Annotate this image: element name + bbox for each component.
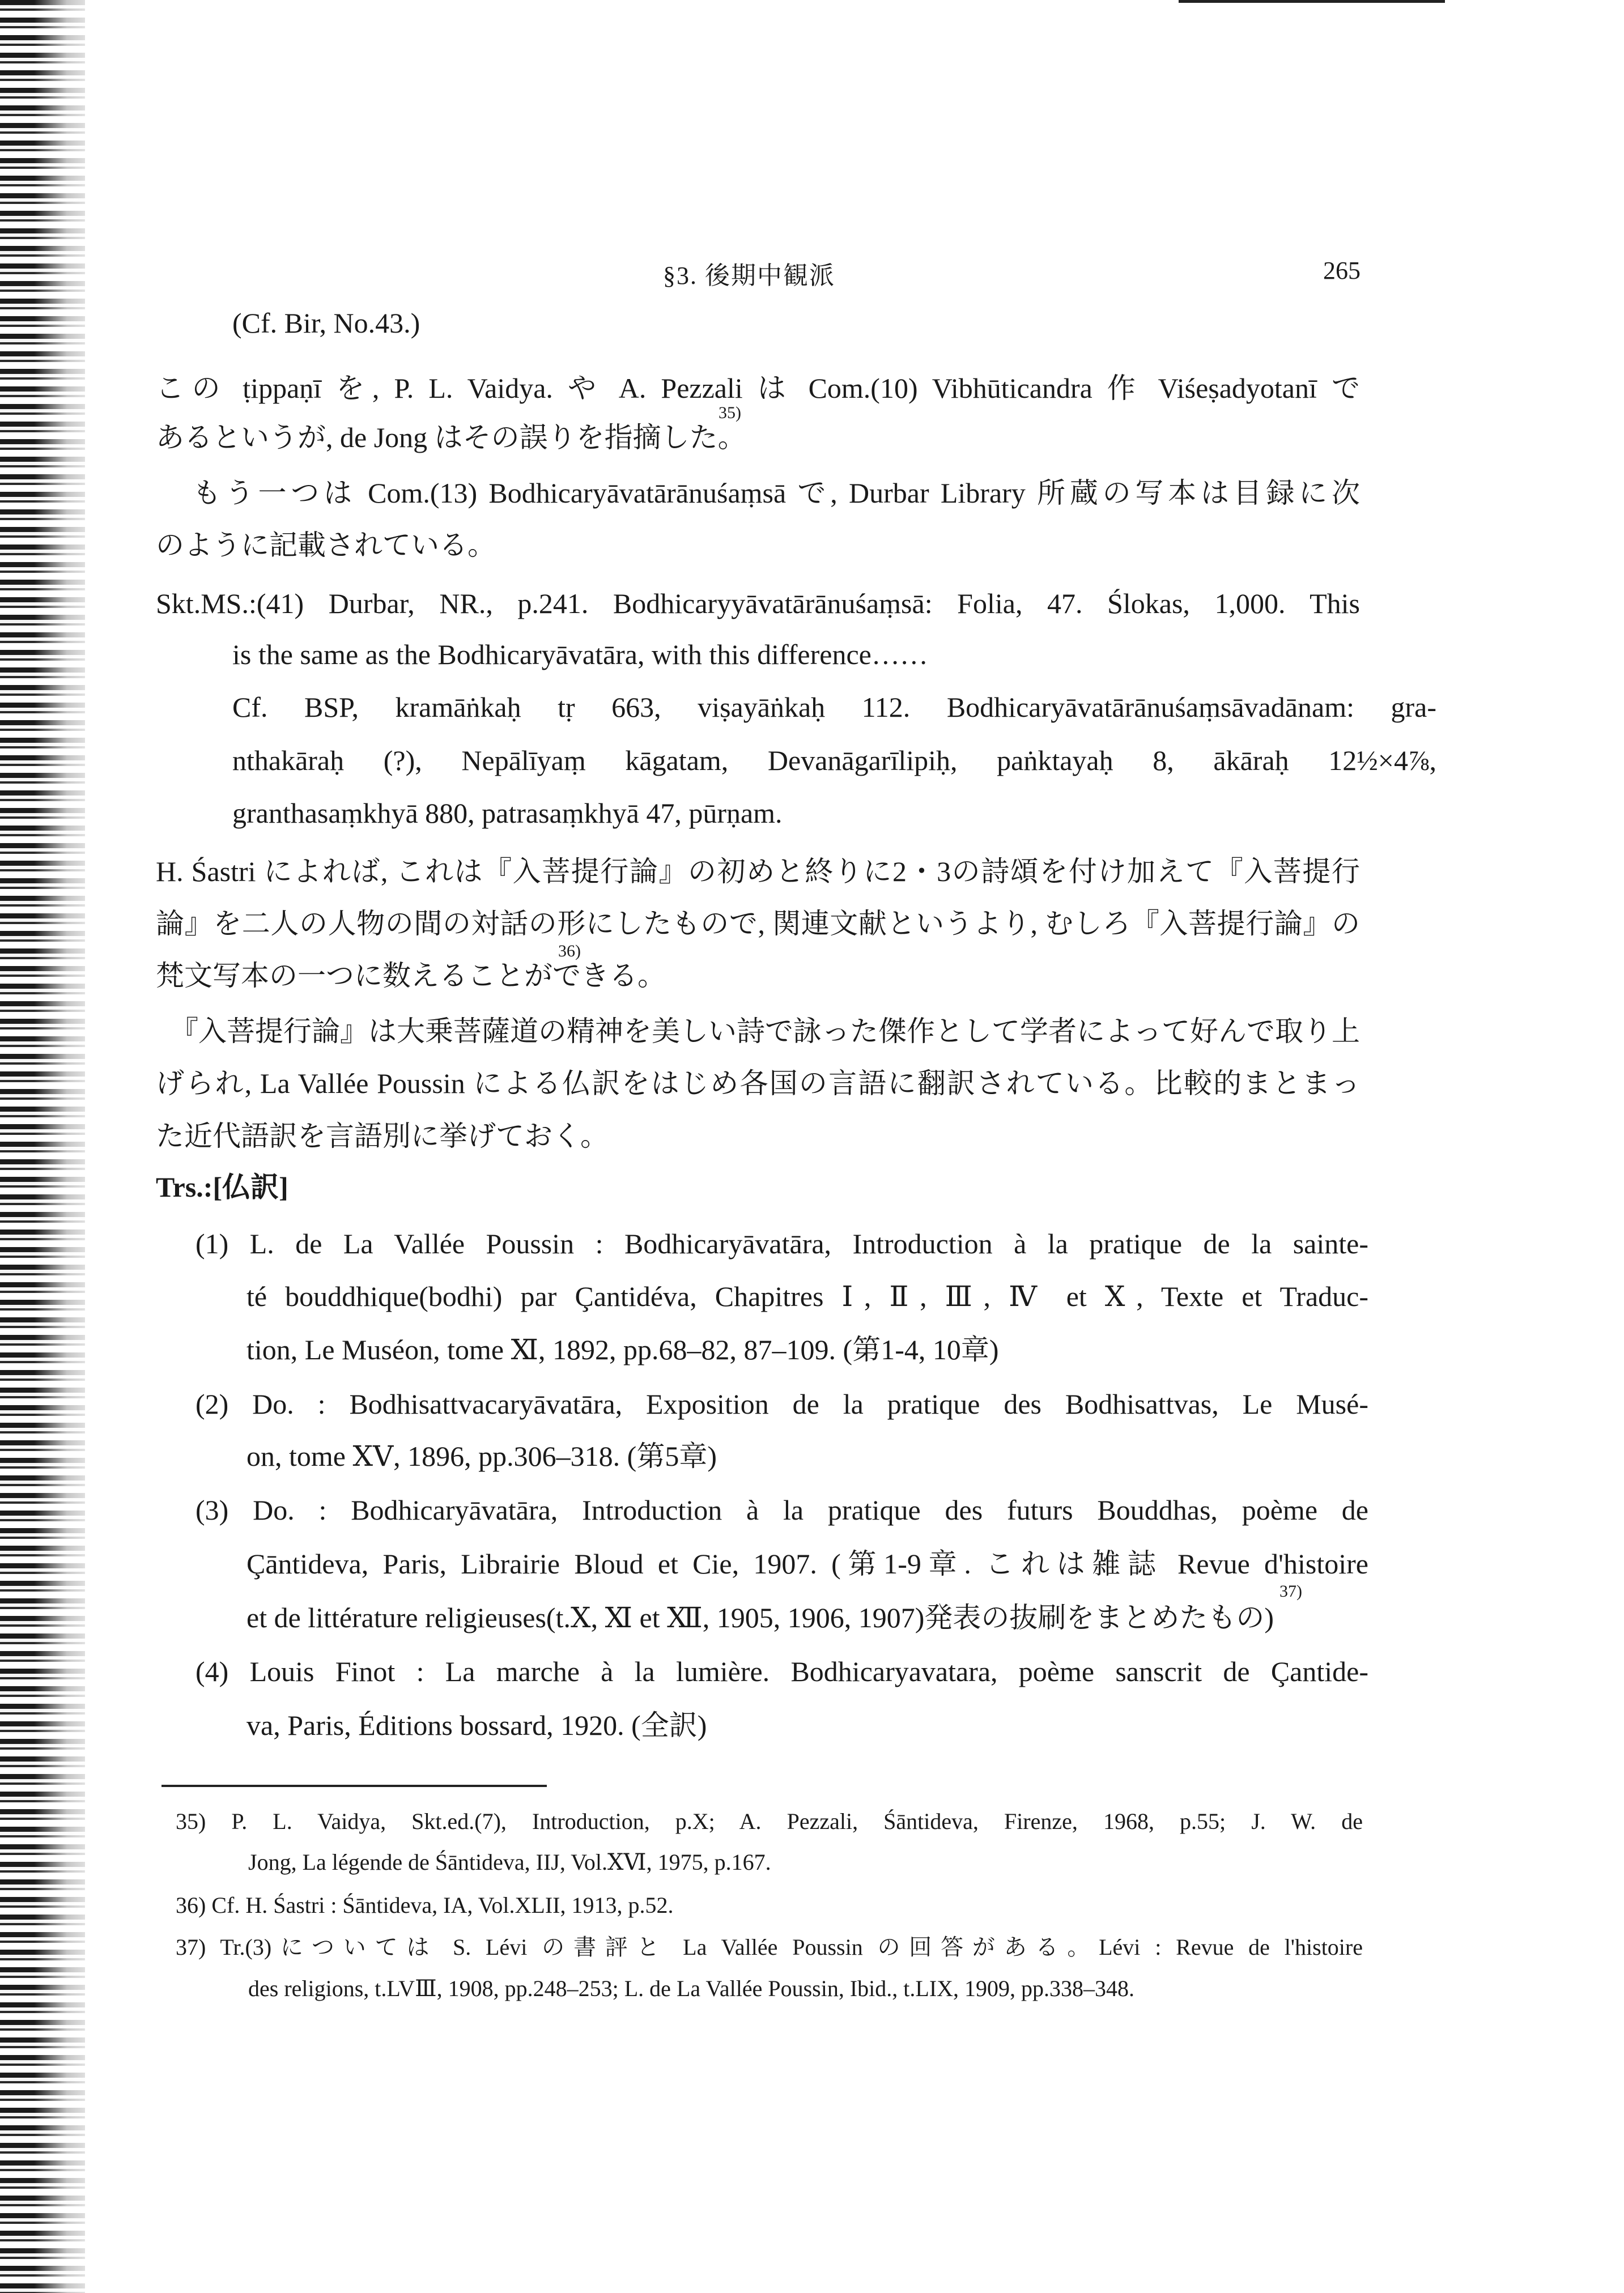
- footnote-ref: 35): [719, 403, 741, 422]
- body-line: げられ, La Vallée Poussin による仏訳をはじめ各国の言語に翻訳されている。比較的まとまっ: [156, 1067, 1360, 1099]
- body-line: (3) Do. : Bodhicaryāvatāra, Introduction à la pratique des futurs Bouddhas, poème de: [195, 1494, 1368, 1526]
- body-line: is the same as the Bodhicaryāvatāra, with this difference……: [232, 639, 928, 670]
- section-label: Trs.:[仏訳]: [156, 1171, 288, 1203]
- body-line: Skt.MS.:(41) Durbar, NR., p.241. Bodhicaryyāvatārānuśaṃsā: Folia, 47. Ślokas, 1,000. This: [156, 588, 1360, 619]
- body-line: この ṭippaṇī を, P. L. Vaidya. や A. Pezzali は Com.(10) Vibhūticandra 作 Viśeṣadyotanī で: [156, 372, 1360, 404]
- body-line: もう一つは Com.(13) Bodhicaryāvatārānuśaṃsā で, Durbar Library 所蔵の写本は目録に次: [193, 477, 1360, 509]
- footnote-separator: [161, 1785, 547, 1787]
- body-line: granthasaṃkhyā 880, patrasaṃkhyā 47, pūrṇam.: [232, 797, 783, 829]
- body-line: H. Śastri によれば, これは『入菩提行論』の初めと終りに2・3の詩頌を付け加えて『入菩提行: [156, 856, 1360, 887]
- body-line: 梵文写本の一つに数えることができる。: [156, 960, 666, 992]
- footnote-line: 37) Tr.(3)については S. Lévi の書評と La Vallée Poussin の回答がある。Lévi : Revue de l'histoire: [176, 1934, 1363, 1960]
- body-line: (2) Do. : Bodhisattvacaryāvatāra, Exposition de la pratique des Bodhisattvas, Le Musé-: [195, 1388, 1368, 1420]
- footnote-line: des religions, t.LVⅢ, 1908, pp.248–253; L. de La Vallée Poussin, Ibid., t.LIX, 1909, pp.338–348.: [248, 1976, 1135, 2001]
- binding-shadow: [34, 0, 108, 2293]
- body-line: tion, Le Muséon, tome Ⅺ, 1892, pp.68–82, 87–109. (第1-4, 10章): [246, 1334, 999, 1365]
- footnote-line: Jong, La légende de Śāntideva, IIJ, Vol.ⅩⅥ, 1975, p.167.: [248, 1849, 771, 1875]
- body-line: た近代語訳を言語別に挙げておく。: [156, 1120, 609, 1152]
- body-line: (4) Louis Finot : La marche à la lumière. Bodhicaryavatara, poème sanscrit de Çantide-: [195, 1656, 1368, 1687]
- footnote-ref: 37): [1279, 1582, 1302, 1601]
- body-line: 『入菩提行論』は大乗菩薩道の精神を美しい詩で詠った傑作として学者によって好んで取り上: [170, 1015, 1360, 1047]
- body-line: (1) L. de La Vallée Poussin : Bodhicaryāvatāra, Introduction à la pratique de la sainte-: [195, 1228, 1368, 1260]
- footnote-line: 35) P. L. Vaidya, Skt.ed.(7), Introduction, p.X; A. Pezzali, Śāntideva, Firenze, 1968, p.55; J. W. de: [176, 1809, 1363, 1834]
- body-line: té bouddhique(bodhi) par Çantidéva, Chapitres Ⅰ, Ⅱ, Ⅲ, Ⅳ et Ⅹ, Texte et Traduc-: [246, 1280, 1368, 1312]
- running-header: §3. 後期中観派: [663, 262, 835, 290]
- body-line: nthakāraḥ (?), Nepālīyaṃ kāgatam, Devanāgarīlipiḥ, paṅktayaḥ 8, ākāraḥ 12½×4⅞,: [232, 745, 1436, 776]
- body-line: (Cf. Bir, No.43.): [232, 307, 420, 339]
- body-line: 論』を二人の人物の間の対話の形にしたもので, 関連文献というより, むしろ『入菩提行論』の: [156, 908, 1360, 939]
- body-line: あるというが, de Jong はその誤りを指摘した。: [156, 422, 746, 453]
- top-edge-rule: [1179, 0, 1445, 3]
- body-line: va, Paris, Éditions bossard, 1920. (全訳): [246, 1709, 707, 1741]
- body-line: Çāntideva, Paris, Librairie Bloud et Cie, 1907. (第1-9章. これは雑誌 Revue d'histoire: [246, 1548, 1368, 1580]
- body-line: Cf. BSP, kramāṅkaḥ tṛ 663, viṣayāṅkaḥ 112. Bodhicaryāvatārānuśaṃsāvadānam: gra-: [232, 691, 1436, 723]
- body-line: on, tome ⅩⅤ, 1896, pp.306–318. (第5章): [246, 1440, 717, 1472]
- page-number: 265: [1323, 257, 1361, 284]
- footnote-ref: 36): [558, 942, 581, 960]
- body-line: et de littérature religieuses(t.Ⅹ, Ⅺ et Ⅻ, 1905, 1906, 1907)発表の抜刷をまとめたもの): [246, 1602, 1274, 1633]
- body-line: のように記載されている。: [156, 529, 496, 561]
- footnote-line: 36) Cf. H. Śastri : Śāntideva, IA, Vol.XLII, 1913, p.52.: [176, 1892, 674, 1918]
